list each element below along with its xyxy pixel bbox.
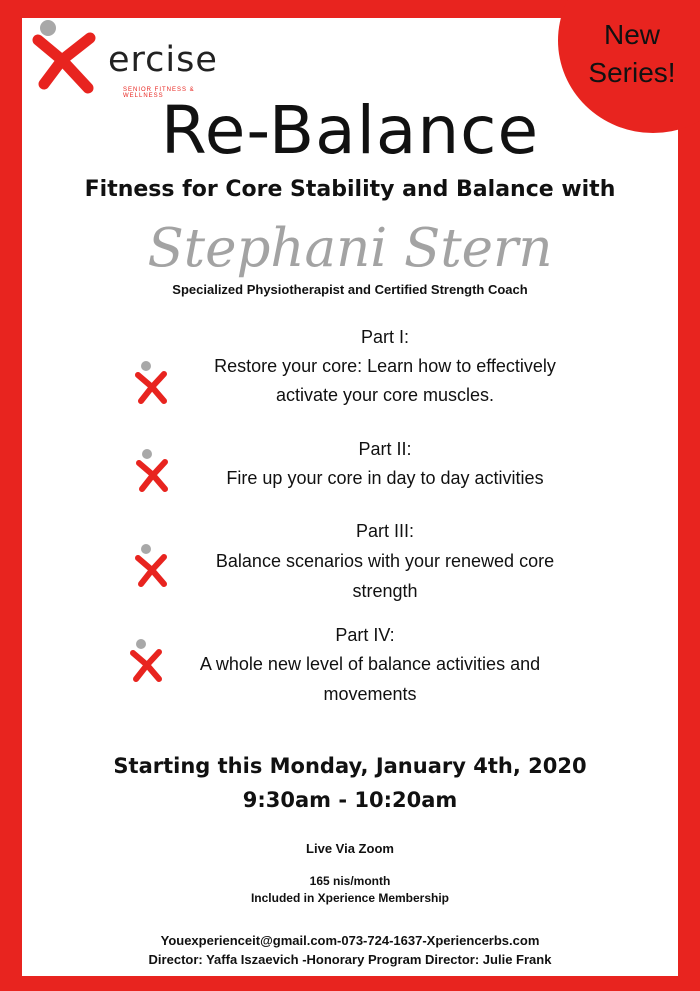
class-time: 9:30am - 10:20am (242, 788, 458, 812)
part-description-line-2: strength (352, 581, 418, 601)
part-description-line-2: activate your core muscles. (275, 385, 495, 405)
badge-line-1: New (603, 19, 660, 50)
xercise-bullet-icon (133, 543, 169, 591)
badge-line-2: Series! (588, 57, 676, 88)
part-description-line-1: Restore your core: Learn how to effectively (214, 356, 556, 376)
contact-info: Youexperienceit@gmail.com-073-724-1637-Xperiencerbs.com (160, 933, 540, 948)
part-heading: Part IV: (335, 625, 395, 645)
new-series-badge-text (572, 16, 692, 92)
part-heading: Part III: (355, 521, 415, 541)
part-description-line-1: A whole new level of balance activities and (199, 654, 541, 674)
xercise-bullet-icon (134, 448, 170, 496)
part-description-line-2: movements (323, 684, 417, 704)
xercise-bullet-icon (133, 360, 169, 408)
membership-note: Included in Xperience Membership (250, 891, 450, 905)
directors-info: Director: Yaffa Iszaevich -Honorary Program Director: Julie Frank (148, 952, 552, 967)
part-description-line-1: Fire up your core in day to day activities (226, 468, 544, 488)
logo-tagline: SENIOR FITNESS & WELLNESS (123, 87, 195, 99)
class-price: 165 nis/month (309, 874, 391, 888)
part-heading: Part I: (360, 327, 409, 347)
part-heading: Part II: (358, 439, 412, 459)
class-format: Live Via Zoom (306, 841, 394, 856)
page-title: Re-Balance (160, 92, 540, 169)
xercise-logo (30, 18, 218, 99)
page-subtitle: Fitness for Core Stability and Balance with (84, 177, 616, 202)
start-date: Starting this Monday, January 4th, 2020 (113, 754, 587, 778)
part-description-line-1: Balance scenarios with your renewed core (215, 551, 555, 571)
logo-wordmark: ercise (108, 40, 218, 80)
xercise-logo-icon (30, 18, 100, 98)
instructor-credentials: Specialized Physiotherapist and Certified Strength Coach (172, 282, 528, 297)
instructor-signature: Stephani Stern (147, 218, 553, 279)
